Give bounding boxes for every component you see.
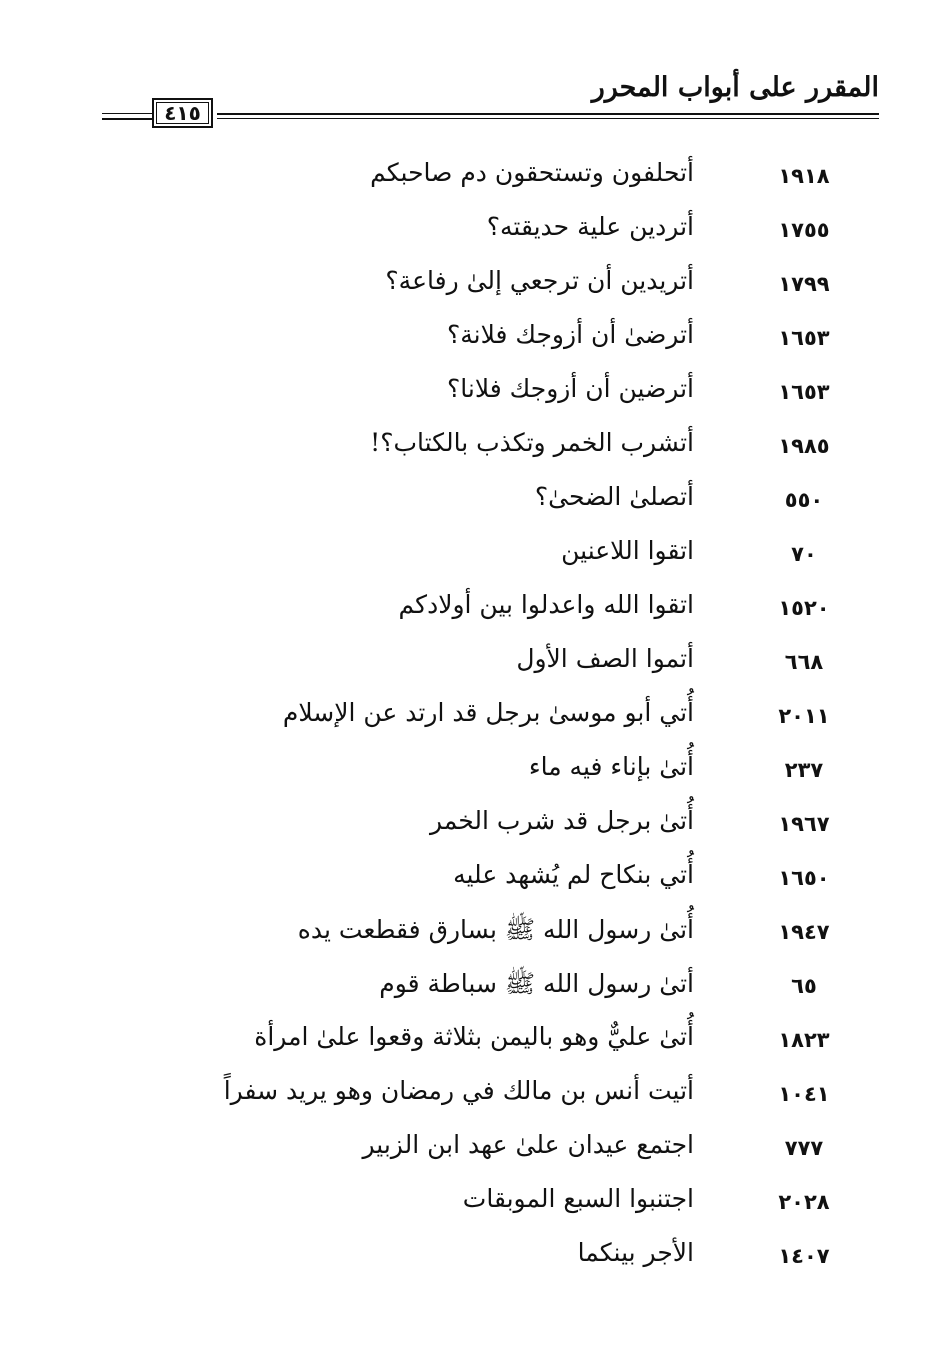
entry-hadith-number: ١٨٢٣ [778,1028,830,1052]
entry-hadith-number: ١٠٤١ [778,1082,830,1106]
entry-hadith-number: ٢٠١١ [778,704,830,728]
entry-hadith-text: أترضىٰ أن أزوجك فلانة؟ [446,320,694,349]
entry-hadith-text: أتىٰ رسول الله ﷺ سباطة قوم [379,969,694,998]
index-entry-row [0,262,941,316]
entry-hadith-text: أُتىٰ رسول الله ﷺ بسارق فقطعت يده [297,915,694,944]
header-rule-left-bottom [102,118,152,120]
index-entry-row [0,208,941,262]
index-entry-row [0,640,941,694]
header-rule-bottom [217,118,879,119]
entry-hadith-number: ١٦٥٣ [778,326,830,350]
index-entry-row [0,910,941,964]
running-header-title: المقرر على أبواب المحرر [591,72,879,103]
entry-hadith-text: أتصلىٰ الضحىٰ؟ [534,482,694,511]
entry-hadith-number: ١٧٩٩ [778,272,830,296]
entry-hadith-text: أترضين أن أزوجك فلانا؟ [447,374,694,403]
entry-hadith-text: أتشرب الخمر وتكذب بالكتاب؟! [370,428,694,457]
index-entry-row [0,964,941,1018]
index-entries [0,154,941,1288]
index-entry-row [0,1180,941,1234]
entry-hadith-text: اجتنبوا السبع الموبقات [462,1184,694,1213]
entry-hadith-number: ١٩١٨ [778,164,830,188]
index-entry-row [0,316,941,370]
entry-hadith-text: اتقوا الله واعدلوا بين أولادكم [398,590,694,619]
index-entry-row [0,1126,941,1180]
entry-hadith-number: ١٤٠٧ [778,1244,830,1268]
entry-hadith-number: ٦٦٨ [784,650,824,674]
index-entry-row [0,370,941,424]
entry-hadith-text: أُتىٰ برجل قد شرب الخمر [430,806,694,835]
entry-hadith-number: ٢٣٧ [784,758,824,782]
page-number-box-inner-border [156,102,209,124]
index-entry-row [0,586,941,640]
index-entry-row [0,478,941,532]
entry-hadith-text: أتموا الصف الأول [516,644,694,673]
index-entry-row [0,856,941,910]
entry-hadith-number: ١٩٦٧ [778,812,830,836]
index-entry-row [0,424,941,478]
entry-hadith-text: أتحلفون وتستحقون دم صاحبكم [370,158,694,187]
header-rule-top [217,113,879,115]
entry-hadith-text: أتريدين أن ترجعي إلىٰ رفاعة؟ [385,266,694,295]
index-entry-row [0,1072,941,1126]
entry-hadith-text: أُتي بنكاح لم يُشهد عليه [453,860,694,889]
entry-hadith-text: أتردين علية حديقته؟ [486,212,694,241]
index-entry-row [0,1234,941,1288]
entry-hadith-number: ١٩٤٧ [778,920,830,944]
entry-hadith-number: ١٩٨٥ [778,434,830,458]
entry-hadith-text: اتقوا اللاعنين [561,536,694,565]
entry-hadith-text: أُتي أبو موسىٰ برجل قد ارتد عن الإسلام [282,698,694,727]
entry-hadith-text: أتيت أنس بن مالك في رمضان وهو يريد سفراً [223,1076,694,1105]
entry-hadith-text: أُتىٰ عليٌّ وهو باليمن بثلاثة وقعوا علىٰ امرأة [254,1022,694,1051]
entry-hadith-text: أُتىٰ بإناء فيه ماء [528,752,694,781]
index-entry-row [0,802,941,856]
entry-hadith-number: ٧٧٧ [784,1136,824,1160]
entry-hadith-number: ٢٠٢٨ [778,1190,830,1214]
entry-hadith-text: الأجر بينكما [577,1238,694,1267]
index-entry-row [0,694,941,748]
index-entry-row [0,154,941,208]
entry-hadith-number: ٦٥ [791,974,817,998]
index-entry-row [0,532,941,586]
header-rule-left-top [102,113,152,114]
entry-hadith-number: ١٧٥٥ [778,218,830,242]
entry-hadith-number: ١٦٥٠ [778,866,830,890]
entry-hadith-number: ١٦٥٣ [778,380,830,404]
entry-hadith-number: ٥٥٠ [784,488,824,512]
entry-hadith-number: ٧٠ [791,542,817,566]
index-entry-row [0,748,941,802]
index-entry-row [0,1018,941,1072]
page-number: ٤١٥ [164,101,201,125]
entry-hadith-number: ١٥٢٠ [778,596,830,620]
entry-hadith-text: اجتمع عيدان علىٰ عهد ابن الزبير [362,1130,694,1159]
